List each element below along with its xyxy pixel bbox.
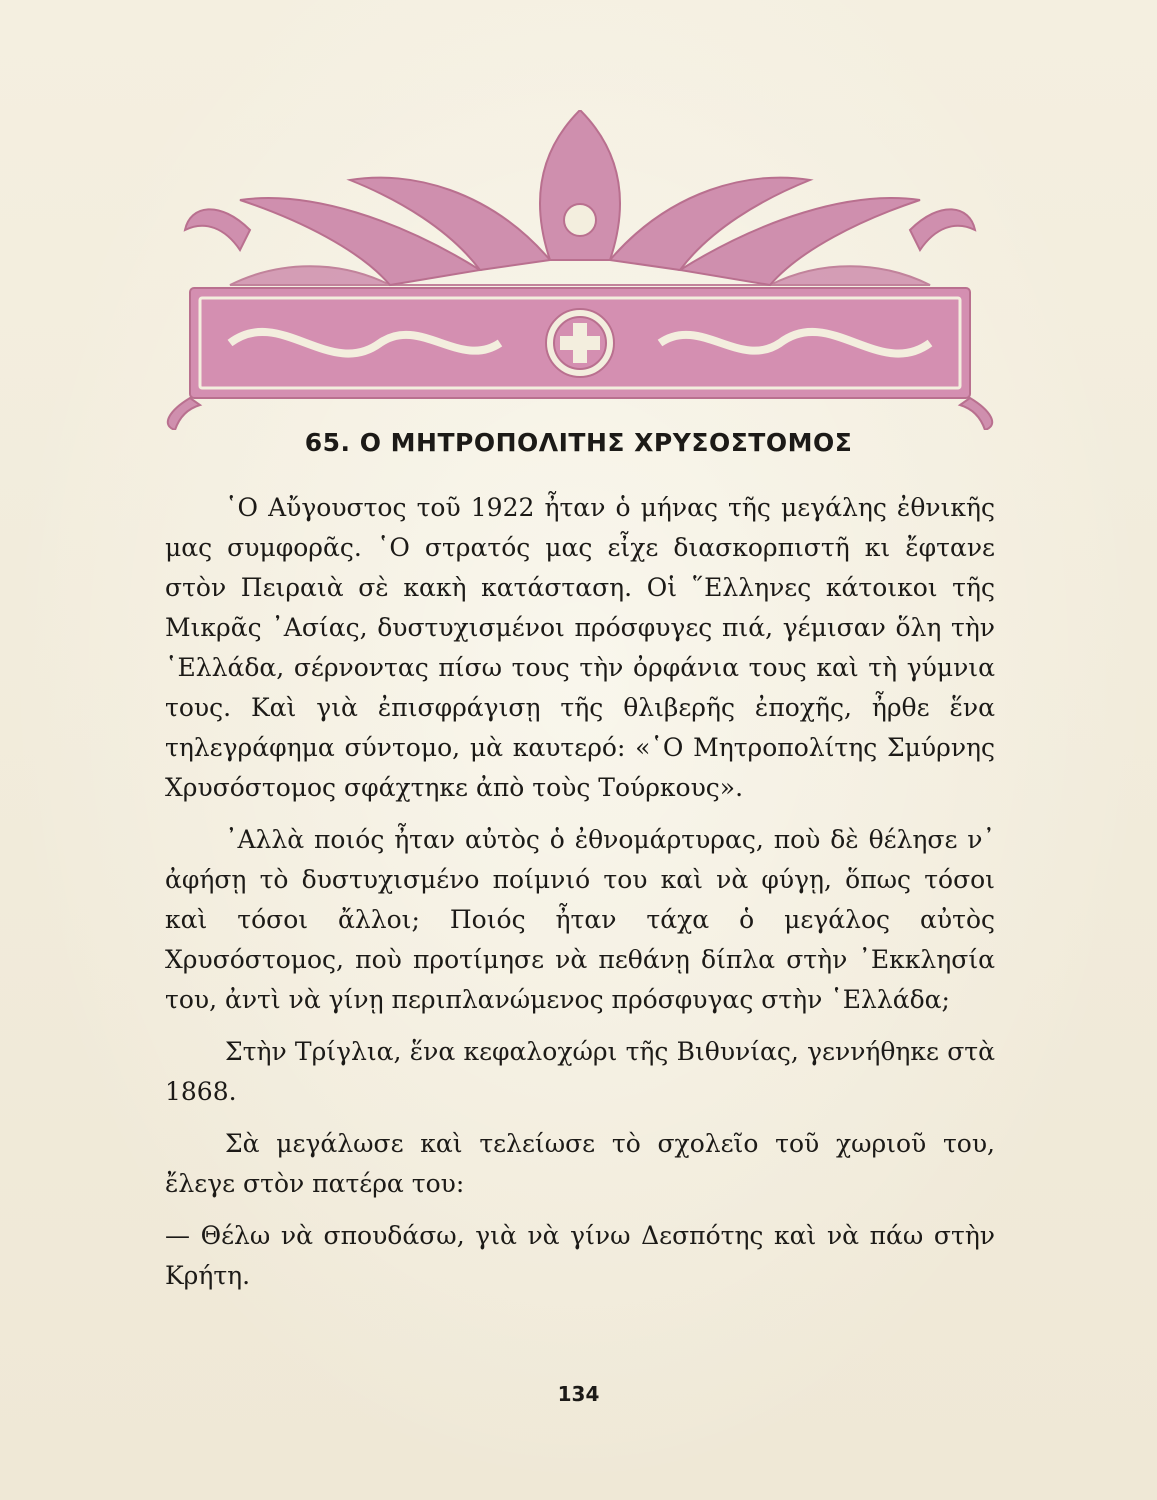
paragraph: ῾Ο Αὔγουστος τοῦ 1922 ἦταν ὁ μήνας τῆς μεγάλης ἐθνικῆς μας συμφορᾶς. ῾Ο στρατός μας εἶχε διασκορπιστῆ κι ἔφτανε στὸν Πειραιὰ σὲ κακὴ κατάσταση. Οἱ ῞Ελληνες κάτοικοι τῆς Μικρᾶς ᾿Ασίας, δυστυχισμένοι πρόσφυγες πιά, γέμισαν ὅλη τὴν ῾Ελλάδα, σέρνοντας πίσω τους τὴν ὀρφάνια τους καὶ τὴ γύμνια τους. Καὶ γιὰ ἐπισφράγισῃ τῆς θλιβερῆς ἐποχῆς, ἦρθε ἕνα τηλεγράφημα σύντομο, μὰ καυτερό: «῾Ο Μητροπολίτης Σμύρνης Χρυσόστομος σφάχτηκε ἀπὸ τοὺς Τούρκους». — [165, 493, 995, 802]
paragraph: Στὴν Τρίγλια, ἕνα κεφαλοχώρι τῆς Βιθυνίας, γεννήθηκε στὰ 1868. — [165, 1037, 995, 1106]
article-body — [165, 488, 995, 1308]
dialogue-paragraph: — Θέλω νὰ σπουδάσω, γιὰ νὰ γίνω Δεσπότης καὶ νὰ πάω στὴν Κρήτη. — [165, 1221, 995, 1290]
page-number: 134 — [557, 1382, 600, 1406]
paragraph: Σὰ μεγάλωσε καὶ τελείωσε τὸ σχολεῖο τοῦ χωριοῦ του, ἔλεγε στὸν πατέρα του: — [165, 1129, 995, 1198]
ornamental-header-icon — [160, 110, 1000, 430]
chapter-title: 65. Ο ΜΗΤΡΟΠΟΛΙΤΗΣ ΧΡΥΣΟΣΤΟΜΟΣ — [304, 428, 853, 457]
paragraph: ᾿Αλλὰ ποιός ἦταν αὐτὸς ὁ ἐθνομάρτυρας, ποὺ δὲ θέλησε ν᾿ ἀφήσῃ τὸ δυστυχισμένο ποίμνιό του καὶ νὰ φύγῃ, ὅπως τόσοι καὶ τόσοι ἄλλοι; Ποιός ἦταν τάχα ὁ μεγάλος αὐτὸς Χρυσόστομος, ποὺ προτίμησε νὰ πεθάνῃ δίπλα στὴν ᾿Εκκλησία του, ἀντὶ νὰ γίνῃ περιπλανώμενος πρόσφυγας στὴν ῾Ελλάδα; — [165, 825, 995, 1014]
